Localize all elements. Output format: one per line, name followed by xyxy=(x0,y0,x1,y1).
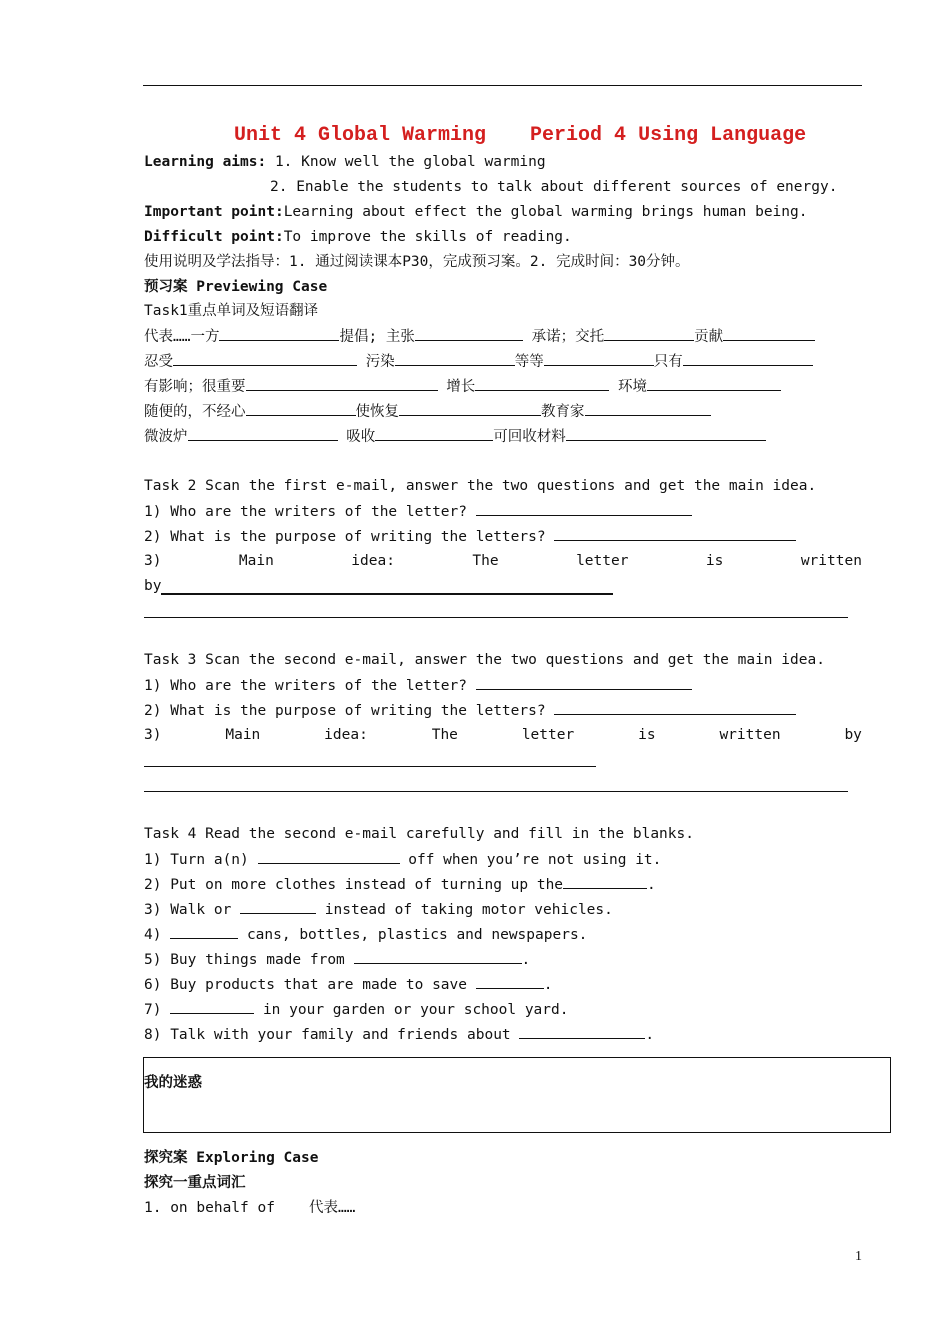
title-unit: Unit 4 Global Warming xyxy=(234,124,487,147)
task3-q2-text: 2) What is the purpose of writing the letters? xyxy=(144,703,546,719)
vocab-item: 吸收 xyxy=(346,429,376,445)
important-point xyxy=(144,202,807,222)
task4-item-3 xyxy=(144,899,613,920)
vocab-item: 只有 xyxy=(653,354,683,370)
important-point-text: Learning about effect the global warming brings human being. xyxy=(283,204,808,220)
task3-answer-line-2 xyxy=(144,791,848,792)
task4-item-2 xyxy=(144,874,656,895)
task3-heading: Task 3 Scan the second e-mail, answer the two questions and get the main idea. xyxy=(144,652,825,668)
word: written xyxy=(800,553,862,569)
word: letter xyxy=(521,727,575,743)
task2-q2-text: 2) What is the purpose of writing the letters? xyxy=(144,529,546,545)
difficult-point-text: To improve the skills of reading. xyxy=(283,229,572,245)
confusion-label xyxy=(144,1073,202,1093)
task2-answer-line-1 xyxy=(161,593,613,595)
task2-q3 xyxy=(144,551,862,571)
task2-by: by xyxy=(144,578,162,594)
item-post: cans, bottles, plastics and newspapers. xyxy=(246,927,588,943)
vocab-row-2 xyxy=(144,351,813,372)
item-pre: 2) Put on more clothes instead of turning up the xyxy=(144,877,564,893)
word: by xyxy=(844,727,862,743)
task2-answer-line-2 xyxy=(144,617,848,618)
task1-heading: Task1重点单词及短语翻译 xyxy=(144,303,319,319)
vocab-item: 代表……一方 xyxy=(144,329,220,345)
vocab-item: 贡献 xyxy=(694,329,724,345)
task3-q3 xyxy=(144,725,862,745)
word: is xyxy=(705,553,724,569)
task3-q1 xyxy=(144,675,692,696)
page-number: 1 xyxy=(855,1249,862,1264)
explore-item-1-cn: 代表…… xyxy=(308,1200,356,1216)
vocab-item: 微波炉 xyxy=(144,429,188,445)
vocab-item: 污染 xyxy=(365,354,395,370)
vocab-item: 可回收材料 xyxy=(493,429,566,445)
vocab-item: 忍受 xyxy=(144,354,173,370)
difficult-point xyxy=(144,227,572,247)
important-point-label: Important point: xyxy=(144,204,284,220)
instructions: 使用说明及学法指导：1. 通过阅读课本P30，完成预习案。2. 完成时间：30分钟。 xyxy=(144,254,690,270)
item-post: in your garden or your school yard. xyxy=(262,1002,569,1018)
item-post: instead of taking motor vehicles. xyxy=(324,902,613,918)
task4-item-6 xyxy=(144,974,552,995)
item-pre: 7) xyxy=(144,1002,162,1018)
title-period: Period 4 Using Language xyxy=(530,124,807,147)
word: Main xyxy=(225,727,261,743)
item-post: . xyxy=(543,977,553,993)
task2-q2 xyxy=(144,526,796,547)
top-rule xyxy=(143,85,862,86)
task4-item-4 xyxy=(144,924,587,945)
explore-item-1 xyxy=(144,1198,355,1218)
vocab-row-4 xyxy=(144,401,711,422)
vocab-item: 随便的，不经心 xyxy=(144,404,246,420)
vocab-item: 增长 xyxy=(446,379,476,395)
explore-sub-text: 探究一重点词汇 xyxy=(144,1175,246,1191)
vocab-row-5 xyxy=(144,426,766,447)
task4-item-7 xyxy=(144,999,568,1020)
vocab-row-3 xyxy=(144,376,781,397)
task2-q1-text: 1) Who are the writers of the letter? xyxy=(144,504,468,520)
difficult-point-label: Difficult point: xyxy=(144,229,284,245)
item-post: . xyxy=(521,952,531,968)
task3-q2 xyxy=(144,700,796,721)
word: The xyxy=(431,727,458,743)
vocab-item: 有影响；很重要 xyxy=(144,379,246,395)
vocab-item: 提倡; 主张 xyxy=(339,329,415,345)
item-pre: 5) Buy things made from xyxy=(144,952,345,968)
item-post: . xyxy=(645,1027,655,1043)
preview-heading xyxy=(144,277,327,297)
task4-item-5 xyxy=(144,949,530,970)
page-title xyxy=(234,124,806,147)
explore-item-1-en: 1. on behalf of xyxy=(144,1200,275,1216)
item-pre: 6) Buy products that are made to save xyxy=(144,977,468,993)
learning-aims-1 xyxy=(144,152,546,172)
item-pre: 3) Walk or xyxy=(144,902,232,918)
vocab-item: 教育家 xyxy=(541,404,585,420)
word: written xyxy=(719,727,781,743)
vocab-item: 承诺；交托 xyxy=(531,329,605,345)
task3-q1-text: 1) Who are the writers of the letter? xyxy=(144,678,468,694)
confusion-box xyxy=(143,1057,891,1133)
task2-heading: Task 2 Scan the first e-mail, answer the two questions and get the main idea. xyxy=(144,478,817,494)
confusion-label-text: 我的迷惑 xyxy=(144,1075,202,1091)
word: idea: xyxy=(351,553,395,569)
vocab-item: 使恢复 xyxy=(355,404,399,420)
word: Main xyxy=(238,553,274,569)
explore-heading-text: 探究案 Exploring Case xyxy=(144,1150,319,1166)
word: is xyxy=(638,727,656,743)
task4-item-8 xyxy=(144,1024,654,1045)
item-pre: 8) Talk with your family and friends about xyxy=(144,1027,511,1043)
word: The xyxy=(472,553,499,569)
word: 3) xyxy=(144,553,162,569)
item-pre: 4) xyxy=(144,927,162,943)
word: letter xyxy=(576,553,629,569)
vocab-item: 环境 xyxy=(617,379,647,395)
explore-sub xyxy=(144,1173,246,1193)
task4-heading: Task 4 Read the second e-mail carefully and fill in the blanks. xyxy=(144,826,694,842)
item-pre: 1) Turn a(n) xyxy=(144,852,249,868)
explore-heading xyxy=(144,1148,318,1168)
task3-answer-line-1 xyxy=(144,766,596,767)
learning-aims-2: 2. Enable the students to talk about different sources of energy. xyxy=(270,179,838,195)
preview-heading-text: 预习案 Previewing Case xyxy=(144,279,328,295)
aim-1: 1. Know well the global warming xyxy=(274,154,546,170)
task4-item-1 xyxy=(144,849,661,870)
word: 3) xyxy=(144,727,162,743)
learning-aims-label: Learning aims: xyxy=(144,154,267,170)
item-post: . xyxy=(647,877,656,893)
word: idea: xyxy=(324,727,368,743)
item-post: off when you’re not using it. xyxy=(408,852,662,868)
vocab-row-1 xyxy=(144,326,815,347)
task2-q1 xyxy=(144,501,692,522)
vocab-item: 等等 xyxy=(514,354,544,370)
